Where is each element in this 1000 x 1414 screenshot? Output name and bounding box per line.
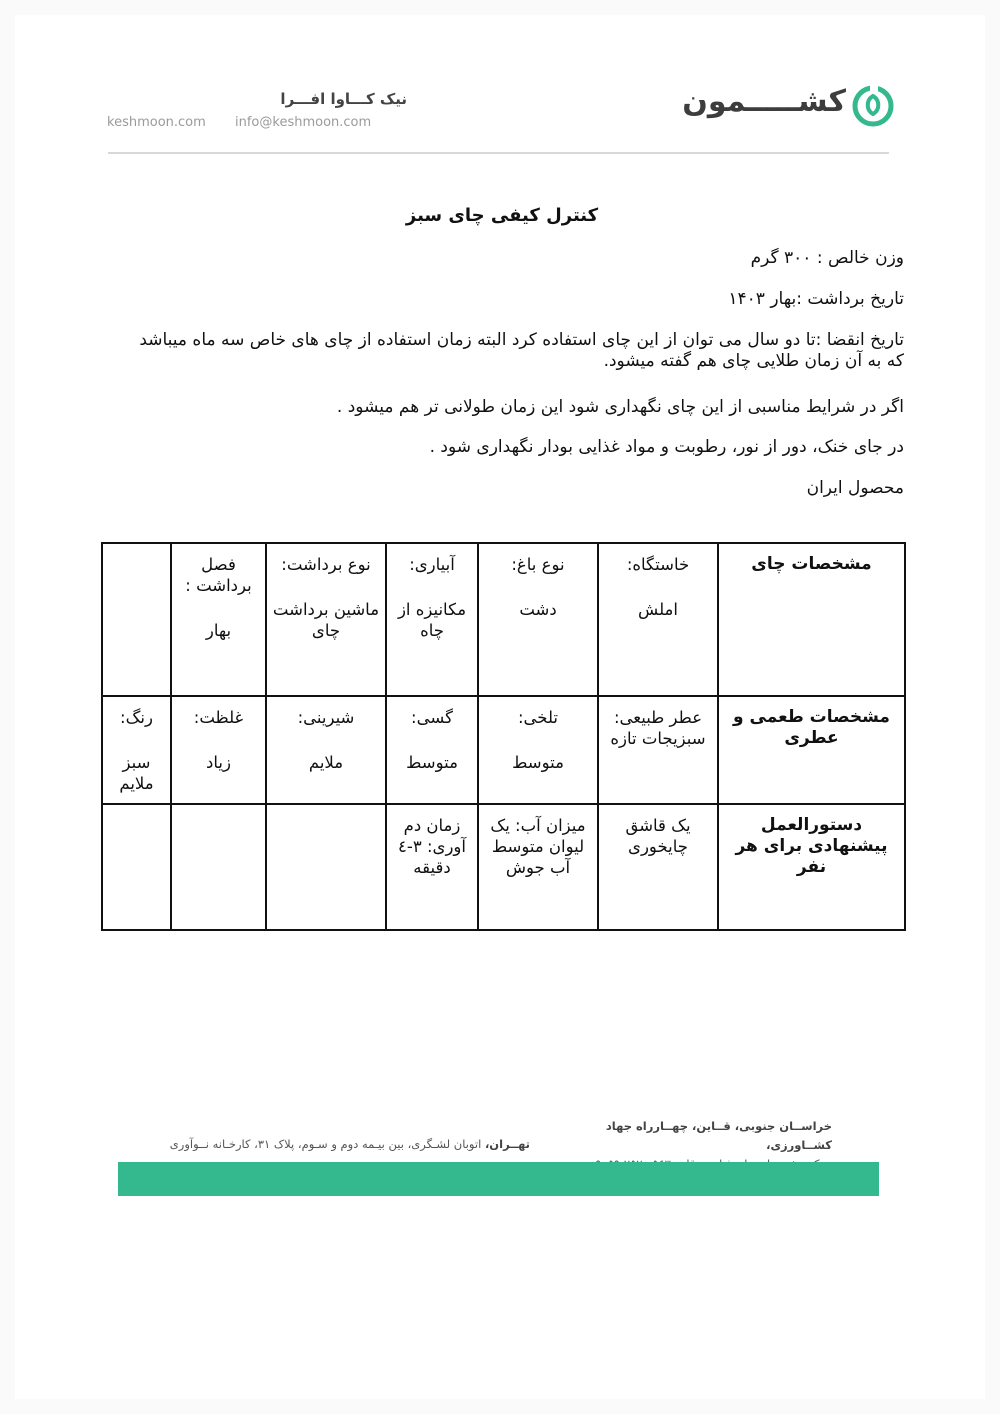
origin-text: محصول ایران — [806, 478, 904, 498]
cell-water-amount: میزان آب: یک لیوان متوسط آب جوش — [478, 804, 598, 930]
cell-bitterness: تلخی: متوسط — [478, 696, 598, 804]
cell-color: رنگ: سبز ملایم — [102, 696, 171, 804]
expiry-text: تاریخ انقضا :تا دو سال می توان از این چای استفاده کرد البته زمان استفاده از چای های خاص سه ماه میباشد که به آن زمان طلایی چای هم گفته میشود. — [139, 330, 904, 371]
cell-garden-type: نوع باغ: دشت — [478, 543, 598, 696]
table-row-flavor-specs — [102, 696, 905, 804]
leaf-logo-icon — [850, 82, 896, 128]
cell-origin: خاستگاه: املش — [598, 543, 718, 696]
footer-address-line1: خراســان جنوبی، قــاین، چهــارراه جهاد کشــاورزی، — [605, 1119, 832, 1152]
row-header-flavor-specs: مشخصات طعمی و عطری — [718, 696, 905, 804]
cell-astringency: گسی: متوسط — [386, 696, 478, 804]
table-row-tea-specs — [102, 543, 905, 696]
cell-empty — [102, 804, 171, 930]
tea-spec-table — [101, 542, 906, 931]
row-header-brewing: دستورالعمل پیشنهادی برای هر نفر — [718, 804, 905, 930]
cell-empty — [266, 804, 386, 930]
cell-tea-amount: یک قاشق چایخوری — [598, 804, 718, 930]
company-name: نیک کـــاوا افـــرا — [280, 90, 407, 108]
cell-harvest-season: فصل برداشت : بهار — [171, 543, 266, 696]
cell-irrigation: آبیاری: مکانیزه از چاه — [386, 543, 478, 696]
footer-color-bar — [118, 1162, 879, 1196]
footer-tehran-address: اتوبان لشـگری، بین بیـمه دوم و سـوم، پلاک ۳۱، کارخـانه نــوآوری — [169, 1137, 482, 1151]
cell-empty — [102, 543, 171, 696]
website-link[interactable]: keshmoon.com — [107, 115, 206, 130]
storage-note: اگر در شرایط مناسبی از این چای نگهداری شود این زمان طولانی تر هم میشود . — [336, 397, 904, 417]
brand-logo-block — [682, 78, 898, 134]
row-header-tea-specs: مشخصات چای — [718, 543, 905, 696]
table-row-brewing — [102, 804, 905, 930]
cell-natural-aroma: عطر طبیعی: سبزیجات تازه — [598, 696, 718, 804]
footer-address-tehran — [160, 1137, 530, 1151]
harvest-date: تاریخ برداشت :بهار ۱۴۰۳ — [728, 289, 904, 309]
cell-sweetness: شیرینی: ملایم — [266, 696, 386, 804]
cell-brew-time: زمان دم آوری: ۳-٤ دقیقه — [386, 804, 478, 930]
email-link[interactable]: info@keshmoon.com — [235, 115, 372, 130]
page-title: کنترل کیفی چای سبز — [405, 205, 599, 226]
storage-conditions: در جای خنک، دور از نور، رطوبت و مواد غذایی بودار نگهداری شود . — [429, 437, 904, 457]
cell-harvest-type: نوع برداشت: ماشین برداشت چای — [266, 543, 386, 696]
net-weight: وزن خالص : ۳۰۰ گرم — [750, 248, 904, 268]
footer-city: تهــران، — [484, 1137, 530, 1151]
cell-thickness: غلظت: زیاد — [171, 696, 266, 804]
header-divider — [108, 152, 889, 154]
brand-name: کشـــــمون — [682, 84, 846, 119]
cell-empty — [171, 804, 266, 930]
